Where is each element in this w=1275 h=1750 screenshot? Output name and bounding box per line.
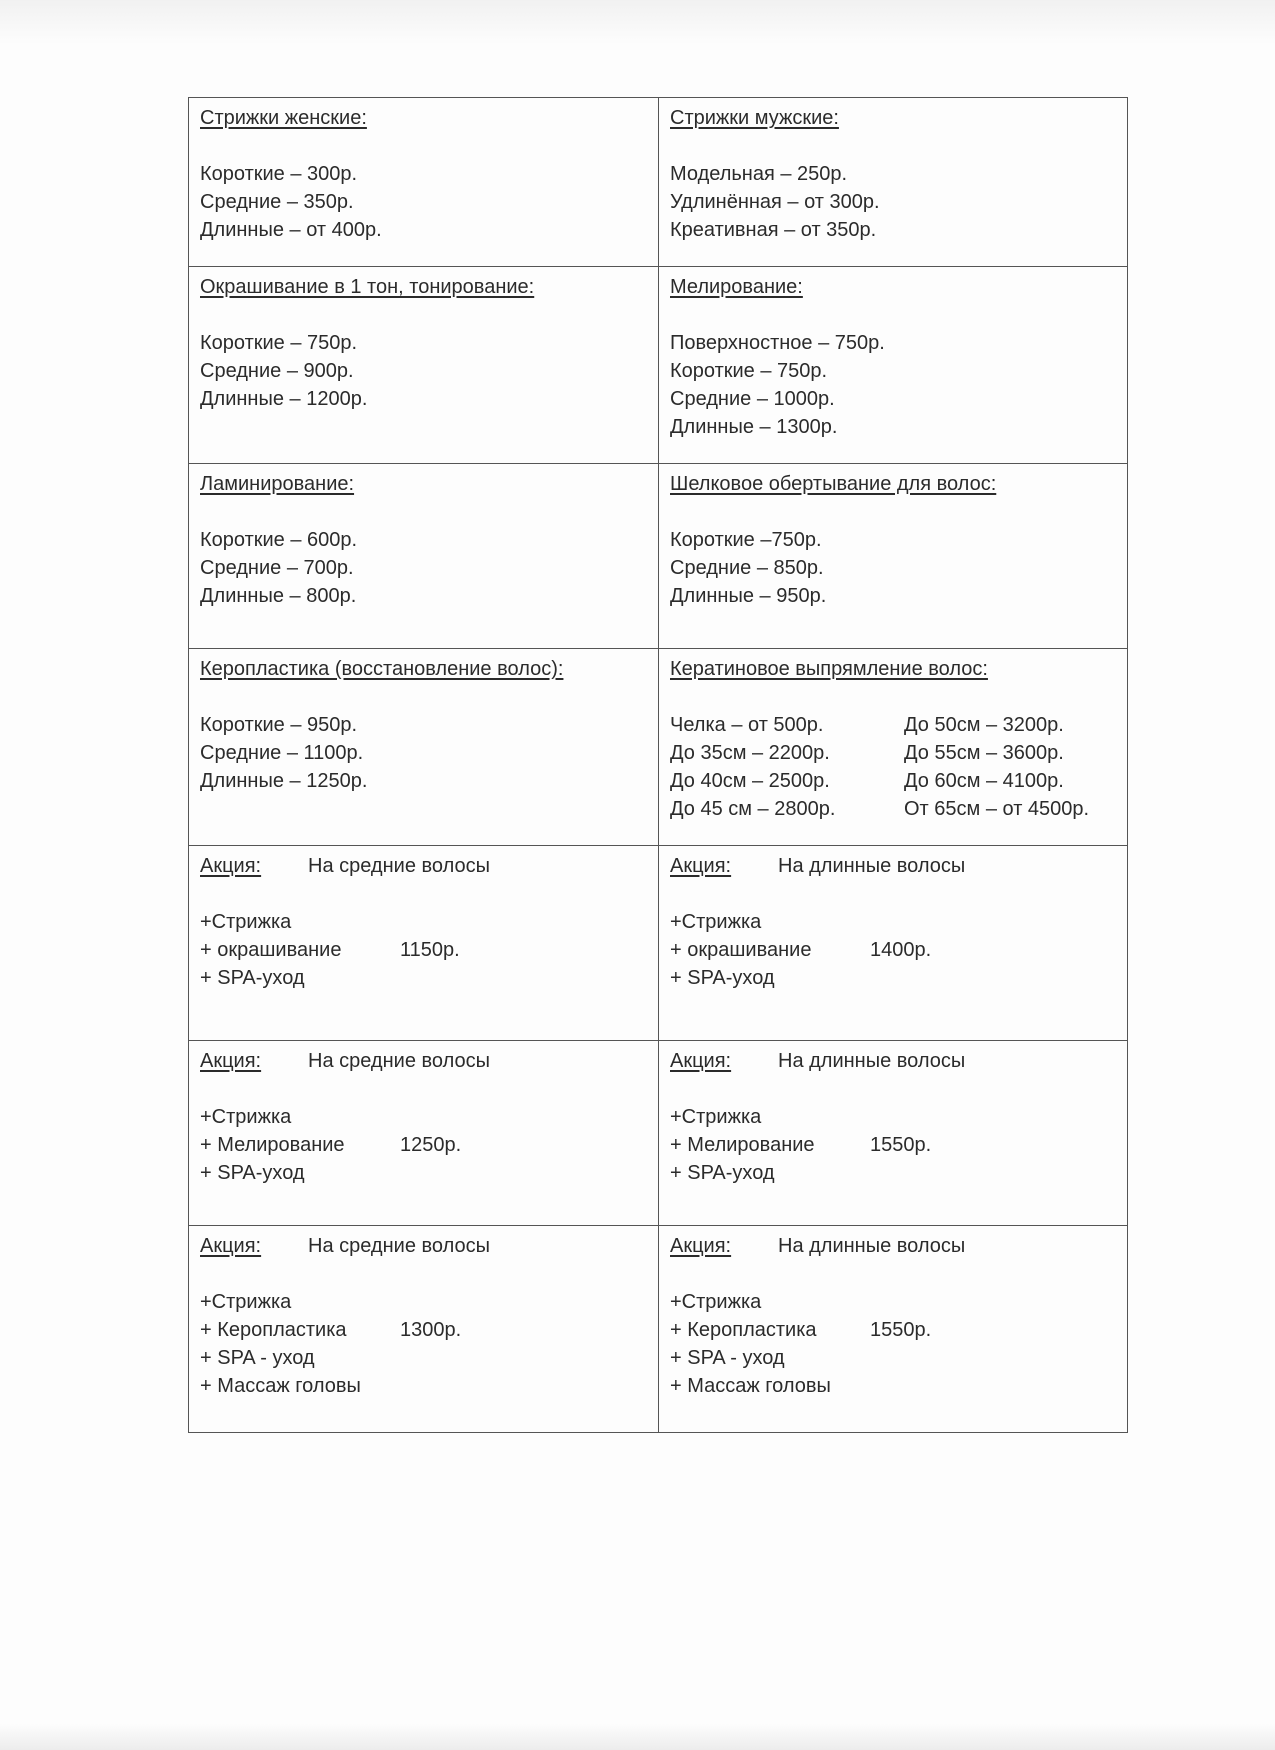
promo-label: Акция: xyxy=(670,1050,732,1072)
promo-item: +Стрижка xyxy=(670,911,762,933)
price-item: Креативная – от 350р. xyxy=(670,219,877,241)
price-item: До 35см – 2200р. xyxy=(670,742,830,764)
price-item: До 40см – 2500р. xyxy=(670,770,830,792)
price-item: Длинные – 1300р. xyxy=(670,416,838,438)
table-row xyxy=(188,97,1128,266)
price-item: Средние – 1000р. xyxy=(670,388,835,410)
price-cell-coloring xyxy=(188,267,658,463)
price-item: Поверхностное – 750р. xyxy=(670,332,885,354)
promo-item: + окрашивание xyxy=(200,939,342,961)
section-heading: Стрижки мужские: xyxy=(670,107,839,129)
promo-cell-medium-keroplasty xyxy=(188,1226,658,1432)
scan-edge-bottom xyxy=(0,1724,1275,1750)
price-item: Короткие – 950р. xyxy=(200,714,358,736)
price-cell-mens-haircuts xyxy=(658,98,1128,266)
promo-item: + Массаж головы xyxy=(670,1375,831,1397)
promo-title: На длинные волосы xyxy=(778,1235,966,1257)
promo-price: 1400р. xyxy=(870,939,932,961)
price-item: Длинные – 800р. xyxy=(200,585,357,607)
promo-cell-medium-coloring xyxy=(188,846,658,1040)
price-cell-lamination xyxy=(188,464,658,648)
promo-item: + SPA-уход xyxy=(200,1162,305,1184)
promo-price: 1150р. xyxy=(400,939,460,961)
promo-price: 1550р. xyxy=(870,1134,932,1156)
promo-item: +Стрижка xyxy=(670,1291,762,1313)
price-item: Короткие – 300р. xyxy=(200,163,358,185)
section-heading: Ламинирование: xyxy=(200,473,355,495)
price-item: Челка – от 500р. xyxy=(670,714,824,736)
promo-item: +Стрижка xyxy=(200,1106,292,1128)
promo-label: Акция: xyxy=(670,855,732,877)
price-item: Модельная – 250р. xyxy=(670,163,848,185)
promo-item: + SPA - уход xyxy=(200,1347,315,1369)
table-row xyxy=(188,648,1128,845)
price-item: До 55см – 3600р. xyxy=(904,742,1064,764)
price-item: До 45 см – 2800р. xyxy=(670,798,836,820)
price-item: Короткие – 750р. xyxy=(200,332,358,354)
promo-item: + Мелирование xyxy=(200,1134,345,1156)
price-item: До 60см – 4100р. xyxy=(904,770,1064,792)
promo-label: Акция: xyxy=(200,1050,262,1072)
promo-cell-long-keroplasty xyxy=(658,1226,1128,1432)
promo-title: На длинные волосы xyxy=(778,855,966,877)
price-cell-womens-haircuts xyxy=(188,98,658,266)
promo-cell-long-coloring xyxy=(658,846,1128,1040)
promo-item: + SPA-уход xyxy=(670,967,775,989)
price-item: Средние – 700р. xyxy=(200,557,354,579)
price-item: Длинные – 950р. xyxy=(670,585,827,607)
promo-item: +Стрижка xyxy=(200,1291,292,1313)
section-heading: Стрижки женские: xyxy=(200,107,367,129)
promo-title: На средние волосы xyxy=(308,855,490,877)
price-item: Длинные – 1250р. xyxy=(200,770,368,792)
promo-title: На средние волосы xyxy=(308,1235,490,1257)
promo-label: Акция: xyxy=(200,1235,262,1257)
promo-item: +Стрижка xyxy=(200,911,292,933)
table-row xyxy=(188,266,1128,463)
promo-cell-long-highlights xyxy=(658,1041,1128,1225)
promo-item: + Мелирование xyxy=(670,1134,815,1156)
promo-label: Акция: xyxy=(200,855,262,877)
promo-price: 1250р. xyxy=(400,1134,462,1156)
price-cell-keratin-straightening xyxy=(658,649,1128,845)
price-item: Средние – 900р. xyxy=(200,360,354,382)
promo-cell-medium-highlights xyxy=(188,1041,658,1225)
price-item: Короткие – 600р. xyxy=(200,529,358,551)
price-item: Средние – 1100р. xyxy=(200,742,364,764)
price-cell-keroplasty xyxy=(188,649,658,845)
price-cell-highlights xyxy=(658,267,1128,463)
promo-item: + Керопластика xyxy=(200,1319,347,1341)
promo-item: + SPA - уход xyxy=(670,1347,785,1369)
promo-price: 1550р. xyxy=(870,1319,932,1341)
section-heading: Кератиновое выпрямление волос: xyxy=(670,658,988,680)
price-table xyxy=(188,97,1128,1433)
promo-item: + SPA-уход xyxy=(670,1162,775,1184)
promo-item: +Стрижка xyxy=(670,1106,762,1128)
promo-item: + Керопластика xyxy=(670,1319,817,1341)
promo-item: + окрашивание xyxy=(670,939,812,961)
section-heading: Керопластика (восстановление волос): xyxy=(200,658,564,680)
promo-item: + SPA-уход xyxy=(200,967,305,989)
price-item: До 50см – 3200р. xyxy=(904,714,1064,736)
section-heading: Мелирование: xyxy=(670,276,803,298)
scan-edge-top xyxy=(0,0,1275,45)
price-cell-silk-wrap xyxy=(658,464,1128,648)
promo-title: На длинные волосы xyxy=(778,1050,966,1072)
section-heading: Шелковое обертывание для волос: xyxy=(670,473,997,495)
promo-label: Акция: xyxy=(670,1235,732,1257)
table-row xyxy=(188,845,1128,1040)
price-item: От 65см – от 4500р. xyxy=(904,798,1090,820)
price-item: Длинные – 1200р. xyxy=(200,388,368,410)
price-item: Короткие –750р. xyxy=(670,529,822,551)
table-row xyxy=(188,1225,1128,1433)
price-item: Средние – 850р. xyxy=(670,557,824,579)
price-item: Длинные – от 400р. xyxy=(200,219,382,241)
price-item: Удлинённая – от 300р. xyxy=(670,191,880,213)
price-item: Короткие – 750р. xyxy=(670,360,828,382)
price-item: Средние – 350р. xyxy=(200,191,354,213)
promo-title: На средние волосы xyxy=(308,1050,490,1072)
table-row xyxy=(188,1040,1128,1225)
promo-price: 1300р. xyxy=(400,1319,462,1341)
section-heading: Окрашивание в 1 тон, тонирование: xyxy=(200,276,535,298)
promo-item: + Массаж головы xyxy=(200,1375,361,1397)
table-row xyxy=(188,463,1128,648)
